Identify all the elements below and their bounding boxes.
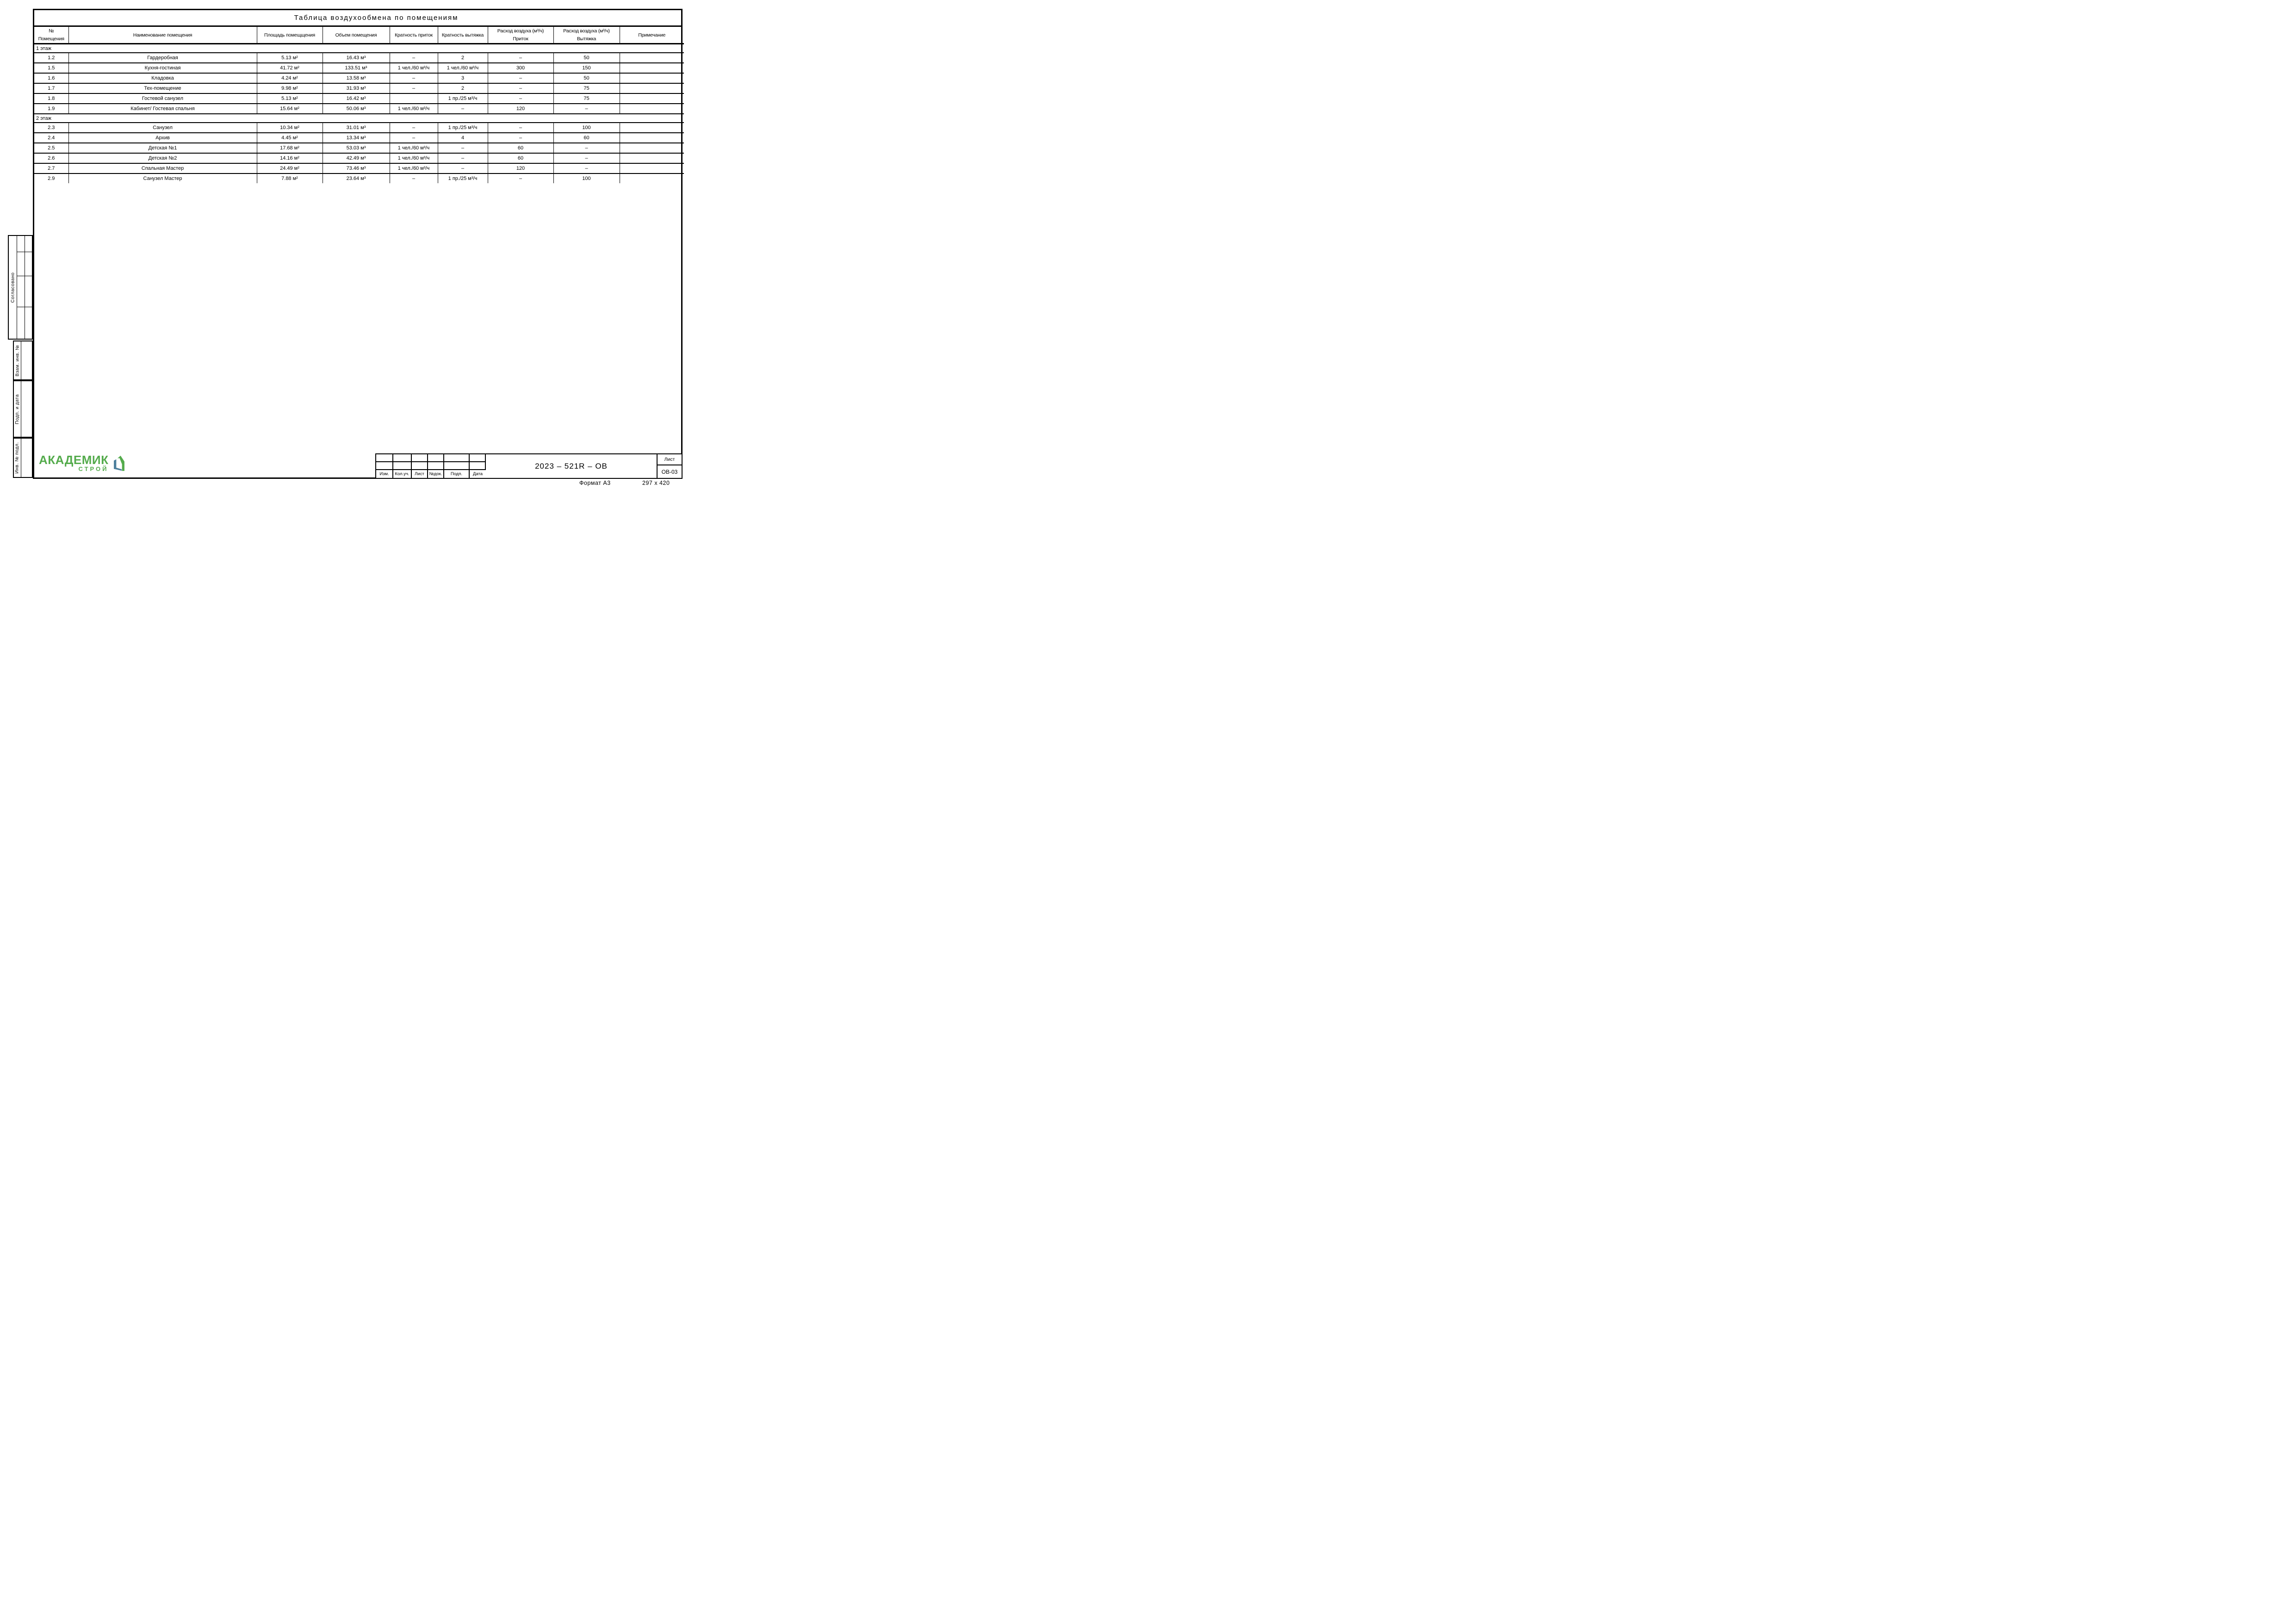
table-row xyxy=(34,93,684,104)
table-cell: – xyxy=(488,123,553,133)
table-row xyxy=(34,143,684,153)
table-cell: 2.3 xyxy=(34,123,68,133)
table-cell: – xyxy=(390,123,438,133)
table-column-header: Расход воздуха (м³/ч) Приток xyxy=(488,27,553,44)
table-cell: 1 пр./25 м³/ч xyxy=(438,173,488,183)
table-cell: Детская №1 xyxy=(68,143,257,153)
table-cell: 1 чел./60 м³/ч xyxy=(390,163,438,173)
table-cell: 60 xyxy=(488,143,553,153)
sheet-label: Лист xyxy=(658,454,682,465)
table-cell: 60 xyxy=(553,133,620,143)
table-cell: 2 xyxy=(438,53,488,63)
table-cell: – xyxy=(553,153,620,163)
section-label: 2 этаж xyxy=(34,114,684,123)
revision-cell xyxy=(376,454,393,462)
revision-cell xyxy=(470,462,486,470)
table-cell xyxy=(620,73,684,83)
table-cell: 1 чел./60 м³/ч xyxy=(390,143,438,153)
inv-label: Инв. № подл. xyxy=(15,442,20,474)
revision-cell xyxy=(444,454,470,462)
signature-cell xyxy=(25,252,32,276)
section-row xyxy=(34,114,684,123)
table-cell: – xyxy=(488,133,553,143)
table-cell xyxy=(620,123,684,133)
table-cell xyxy=(390,93,438,104)
table-cell: 16.43 м³ xyxy=(323,53,390,63)
table-cell xyxy=(620,153,684,163)
table-cell: 1.5 xyxy=(34,63,68,73)
table-cell: Гостевой санузел xyxy=(68,93,257,104)
table-cell xyxy=(620,163,684,173)
table-cell: 2.4 xyxy=(34,133,68,143)
table-cell: 9.98 м² xyxy=(257,83,323,93)
table-cell: 10.34 м² xyxy=(257,123,323,133)
logo-line2: СТРОЙ xyxy=(78,465,109,472)
revision-cell xyxy=(376,462,393,470)
table-cell: – xyxy=(390,83,438,93)
signature-cell xyxy=(17,252,25,276)
revision-cell xyxy=(412,462,428,470)
table-cell: 1.8 xyxy=(34,93,68,104)
revision-label-podp: Подп. xyxy=(444,470,470,478)
table-cell: – xyxy=(488,73,553,83)
table-cell: 1.9 xyxy=(34,104,68,114)
table-cell: – xyxy=(488,173,553,183)
table-row xyxy=(34,153,684,163)
table-cell: – xyxy=(488,83,553,93)
signature-cell xyxy=(17,276,25,307)
podp-empty-cell xyxy=(21,381,32,437)
table-cell: 1.7 xyxy=(34,83,68,93)
table-cell: Спальная Мастер xyxy=(68,163,257,173)
company-logo xyxy=(39,454,131,477)
table-cell: – xyxy=(390,133,438,143)
table-cell xyxy=(620,104,684,114)
table-cell: 14.16 м² xyxy=(257,153,323,163)
table-column-header: Примечание xyxy=(620,27,684,44)
table-cell: 23.64 м³ xyxy=(323,173,390,183)
table-cell: Санузел Мастер xyxy=(68,173,257,183)
vzam-inv-box xyxy=(13,341,33,380)
revision-cell xyxy=(470,454,486,462)
table-cell: 1 чел./60 м³/ч xyxy=(390,153,438,163)
table-cell: – xyxy=(488,53,553,63)
table-cell: – xyxy=(438,153,488,163)
table-cell: 4.24 м² xyxy=(257,73,323,83)
signature-cell xyxy=(25,236,32,252)
document-number: 2023 – 521R – ОВ xyxy=(535,461,608,471)
revision-cell xyxy=(412,454,428,462)
table-cell: – xyxy=(488,93,553,104)
table-cell: 60 xyxy=(488,153,553,163)
signature-cell xyxy=(25,307,32,339)
academic-stroy-house-icon xyxy=(111,454,131,477)
table-cell: Тех-помещение xyxy=(68,83,257,93)
table-cell: Санузел xyxy=(68,123,257,133)
drawing-sheet xyxy=(0,0,689,487)
table-cell: 13.58 м³ xyxy=(323,73,390,83)
table-cell: 73.46 м³ xyxy=(323,163,390,173)
podp-data-box xyxy=(13,380,33,438)
table-cell: – xyxy=(390,53,438,63)
table-cell: 3 xyxy=(438,73,488,83)
table-header xyxy=(34,27,684,44)
table-row xyxy=(34,123,684,133)
approval-stamp-box xyxy=(8,235,33,340)
signature-cell xyxy=(17,307,25,339)
table-cell: 53.03 м³ xyxy=(323,143,390,153)
table-cell: 50 xyxy=(553,73,620,83)
approval-signature-grid xyxy=(17,236,32,339)
table-row xyxy=(34,73,684,83)
table-column-header: Расход воздуха (м³/ч) Вытяжка xyxy=(553,27,620,44)
table-cell: 1.2 xyxy=(34,53,68,63)
approval-label-cell xyxy=(9,236,17,339)
revision-label-ndok: №док. xyxy=(428,470,444,478)
podp-label: Подп. и дата xyxy=(15,394,20,424)
inv-podl-box xyxy=(13,438,33,478)
table-cell xyxy=(620,53,684,63)
table-cell: 2.7 xyxy=(34,163,68,173)
table-cell: 4 xyxy=(438,133,488,143)
table-cell: 133.51 м³ xyxy=(323,63,390,73)
table-row xyxy=(34,104,684,114)
signature-cell xyxy=(17,236,25,252)
title-block xyxy=(375,453,683,479)
table-cell: Гардеробная xyxy=(68,53,257,63)
table-cell: Кабинет/ Гостевая спальня xyxy=(68,104,257,114)
revision-cell xyxy=(393,462,412,470)
table-cell: – xyxy=(438,163,488,173)
table-cell xyxy=(620,83,684,93)
table-cell: 1 пр./25 м³/ч xyxy=(438,93,488,104)
table-body xyxy=(34,44,684,184)
drawing-frame xyxy=(33,9,683,479)
revision-label-list: Лист xyxy=(412,470,428,478)
table-cell: – xyxy=(390,73,438,83)
table-row xyxy=(34,63,684,73)
table-cell: Архив xyxy=(68,133,257,143)
table-row xyxy=(34,83,684,93)
table-cell: 50 xyxy=(553,53,620,63)
revision-label-izm: Изм. xyxy=(376,470,393,478)
inv-label-cell xyxy=(14,439,21,477)
revision-cell xyxy=(393,454,412,462)
table-cell: 300 xyxy=(488,63,553,73)
table-row xyxy=(34,163,684,173)
table-column-header: Объем помещения xyxy=(323,27,390,44)
revision-table xyxy=(376,454,486,478)
podp-label-cell xyxy=(14,381,21,437)
sheet-number: ОВ-03 xyxy=(661,468,678,475)
table-cell: 5.13 м² xyxy=(257,53,323,63)
approval-label: Согласовано xyxy=(10,272,16,303)
table-column-header: Площадь помещщения xyxy=(257,27,323,44)
table-cell xyxy=(620,143,684,153)
table-cell: – xyxy=(438,104,488,114)
revision-cell xyxy=(428,462,444,470)
table-cell: – xyxy=(553,104,620,114)
table-cell: Детская №2 xyxy=(68,153,257,163)
table-cell xyxy=(620,93,684,104)
table-cell: 31.01 м³ xyxy=(323,123,390,133)
table-cell: 42.49 м³ xyxy=(323,153,390,163)
logo-line1: АКАДЕМИК xyxy=(39,453,109,467)
table-cell: 2 xyxy=(438,83,488,93)
revision-label-koluch: Кол.уч. xyxy=(393,470,412,478)
table-column-header: Кратность приток xyxy=(390,27,438,44)
table-cell: Кухня-гостиная xyxy=(68,63,257,73)
table-cell xyxy=(620,63,684,73)
sheet-number-column xyxy=(657,454,682,478)
table-cell: 1 чел./60 м³/ч xyxy=(390,104,438,114)
table-title-band xyxy=(34,10,681,27)
table-column-header: № Помещения xyxy=(34,27,68,44)
table-cell: 1 чел./60 м³/ч xyxy=(390,63,438,73)
table-cell: 150 xyxy=(553,63,620,73)
table-cell: Кладовка xyxy=(68,73,257,83)
table-column-header: Кратность вытяжка xyxy=(438,27,488,44)
table-cell: 41.72 м² xyxy=(257,63,323,73)
table-column-header: Наименование помещения xyxy=(68,27,257,44)
table-cell: 15.64 м² xyxy=(257,104,323,114)
table-cell: – xyxy=(390,173,438,183)
table-cell xyxy=(620,133,684,143)
table-cell: 75 xyxy=(553,93,620,104)
table-row xyxy=(34,133,684,143)
table-cell: 13.34 м³ xyxy=(323,133,390,143)
table-cell: 1.6 xyxy=(34,73,68,83)
table-cell: 5.13 м² xyxy=(257,93,323,104)
table-cell: 120 xyxy=(488,104,553,114)
revision-cell xyxy=(428,454,444,462)
table-cell: 2.5 xyxy=(34,143,68,153)
table-cell: 2.9 xyxy=(34,173,68,183)
table-cell: 120 xyxy=(488,163,553,173)
table-cell xyxy=(620,173,684,183)
table-cell: 16.42 м³ xyxy=(323,93,390,104)
format-size: 297 x 420 xyxy=(642,480,670,486)
table-row xyxy=(34,53,684,63)
section-row xyxy=(34,44,684,53)
revision-cell xyxy=(444,462,470,470)
table-cell: – xyxy=(553,163,620,173)
table-row xyxy=(34,173,684,183)
table-cell: 50.06 м³ xyxy=(323,104,390,114)
table-title: Таблица воздухообмена по помещениям xyxy=(294,14,459,22)
table-cell: 1 пр./25 м³/ч xyxy=(438,123,488,133)
table-cell: 7.88 м² xyxy=(257,173,323,183)
format-label: Формат А3 xyxy=(579,480,611,486)
table-cell: – xyxy=(438,143,488,153)
signature-cell xyxy=(25,276,32,307)
table-cell: 4.45 м² xyxy=(257,133,323,143)
table-cell: – xyxy=(553,143,620,153)
table-cell: 75 xyxy=(553,83,620,93)
table-cell: 31.93 м³ xyxy=(323,83,390,93)
table-cell: 1 чел./60 м³/ч xyxy=(438,63,488,73)
document-number-cell xyxy=(486,454,657,478)
revision-label-data: Дата xyxy=(472,471,483,477)
inv-empty-cell xyxy=(21,439,32,477)
table-cell: 2.6 xyxy=(34,153,68,163)
table-cell: 17.68 м² xyxy=(257,143,323,153)
vzam-label-cell xyxy=(14,341,21,379)
vzam-empty-cell xyxy=(21,341,32,379)
table-cell: 100 xyxy=(553,173,620,183)
section-label: 1 этаж xyxy=(34,44,684,53)
air-exchange-table xyxy=(34,27,684,183)
vzam-label: Взам. инв. № xyxy=(15,345,20,376)
table-cell: 100 xyxy=(553,123,620,133)
table-cell: 24.49 м² xyxy=(257,163,323,173)
